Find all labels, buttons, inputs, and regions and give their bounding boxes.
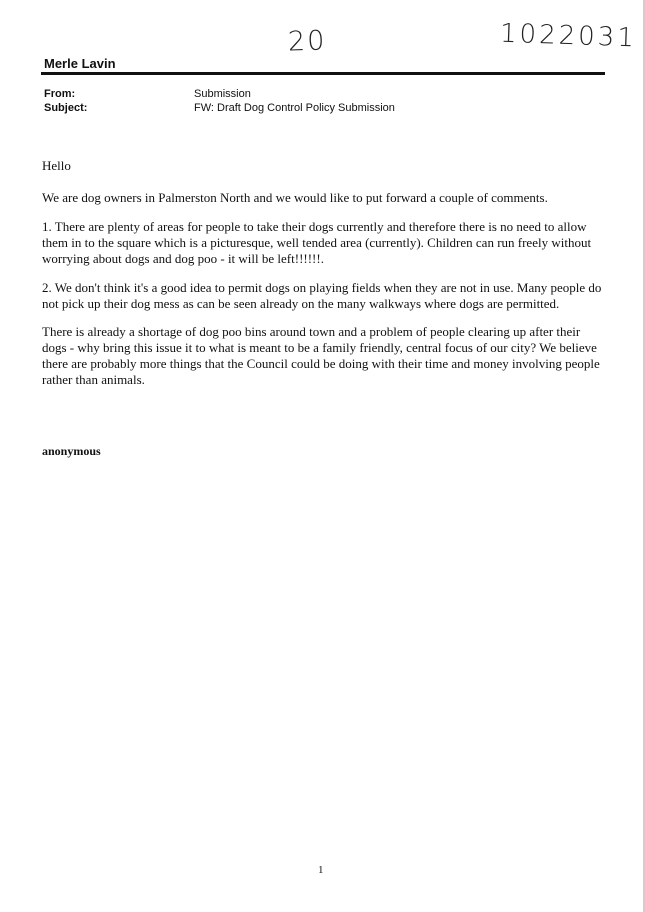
sender-name: Merle Lavin (44, 56, 116, 71)
closing-paragraph: There is already a shortage of dog poo bins around town and a problem of people clearing up after their dogs - why bring this issue it to what is meant to be a family friendly, central focus of our city? We believe there are probably more things that the Council could be doing with their time and money involving people rather than animals. (42, 324, 600, 387)
point-one-paragraph: 1. There are plenty of areas for people to take their dogs currently and therefore there is no need to allow them in to the square which is a picturesque, well tended area (currently). Children can run freely without worrying about dogs and dog poo - it will be left!!!!!!. (42, 219, 592, 266)
point-two-paragraph: 2. We don't think it's a good idea to permit dogs on playing fields when they are not in use. Many people do not pick up their dog mess as can be seen already on the many walkways where dogs are permitted. (42, 280, 602, 311)
header-divider (41, 72, 605, 75)
subject-label: Subject: (44, 102, 88, 114)
subject-value: FW: Draft Dog Control Policy Submission (194, 102, 395, 114)
handwritten-code: 1022031 (499, 18, 638, 54)
from-row (44, 88, 251, 100)
intro-paragraph: We are dog owners in Palmerston North and we would like to put forward a couple of comments. (42, 190, 548, 205)
from-label: From: (44, 88, 76, 100)
greeting: Hello (42, 158, 71, 173)
subject-row (44, 102, 395, 114)
handwritten-number: 20 (287, 25, 327, 58)
signature: anonymous (42, 444, 101, 458)
from-value: Submission (194, 88, 251, 100)
page-number: 1 (318, 864, 324, 876)
